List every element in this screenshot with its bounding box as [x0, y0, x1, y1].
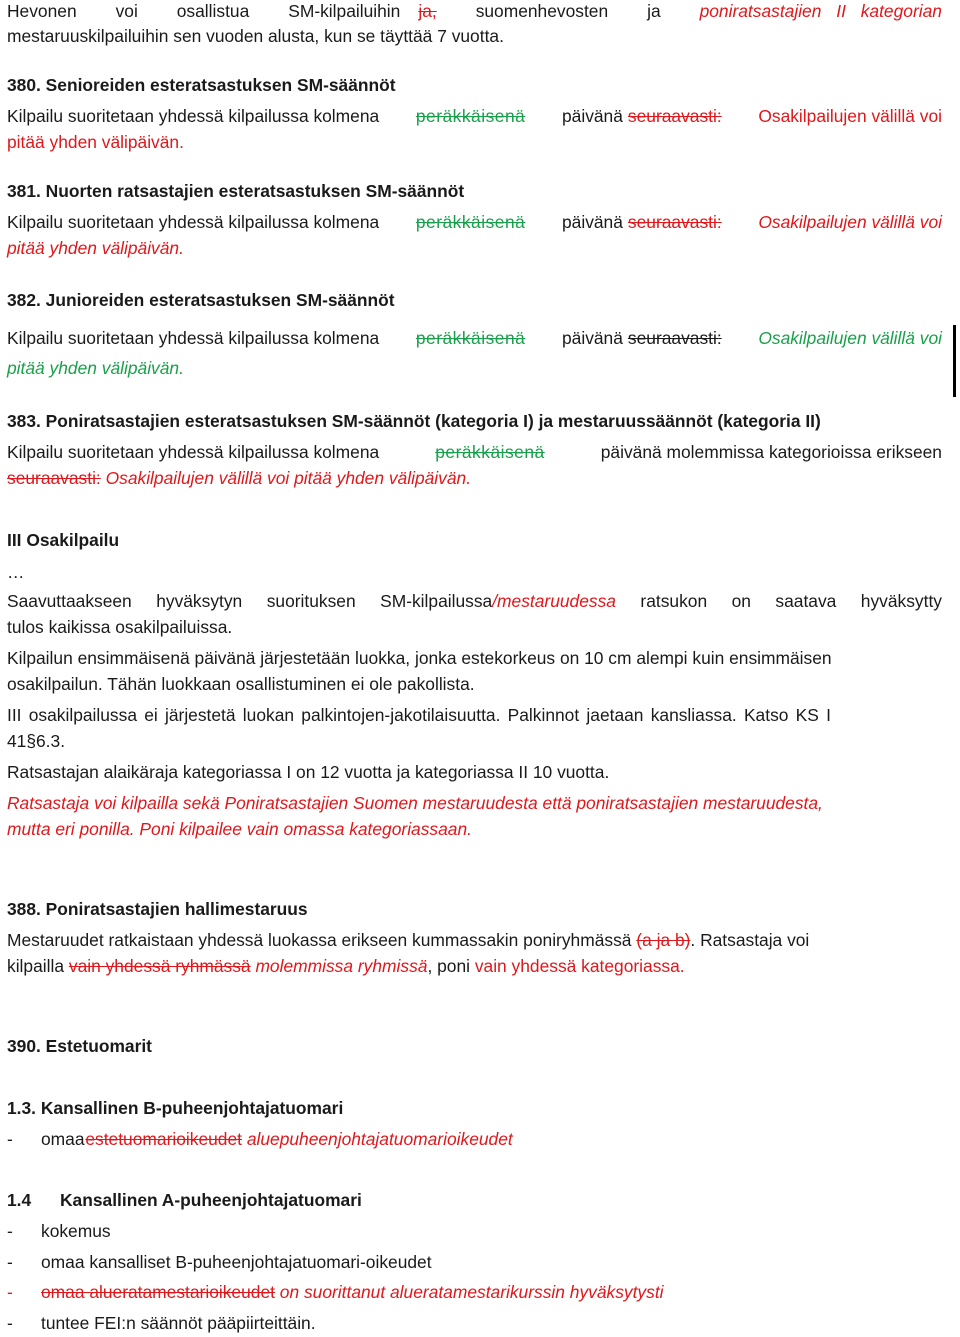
section-383-line-2 [7, 467, 471, 489]
section-1-3-heading: 1.3. Kansallinen B-puheenjohtajatuomari [7, 1098, 344, 1118]
struck-text: (a ja b) [636, 930, 691, 950]
section-381-heading: 381. Nuorten ratsastajien esteratsastuksen SM-säännöt [7, 181, 465, 201]
section-388-line-1: Mestaruudet ratkaistaan yhdessä luokassa erikseen kummassakin poniryhmässä (a ja b). Ratsastaja voi [7, 930, 810, 950]
ellipsis: … [7, 562, 25, 582]
struck-text: vain yhdessä ryhmässä [68, 956, 251, 976]
intro-line-2: mestaruuskilpailuihin sen vuoden alusta, kun se täyttää 7 vuotta. [7, 26, 504, 46]
word: ja [647, 1, 661, 21]
inserted-text: Osakilpailujen välillä voi [758, 106, 942, 126]
section-383-line-1: Kilpailu suoritetaan yhdessä kilpailussa kolmena peräkkäisenä päivänä molemmissa kategorioissa erikseen [7, 442, 942, 462]
osakilpailu-p2-line-2: osakilpailun. Tähän luokkaan osallistuminen ei ole pakollista. [7, 674, 475, 694]
osakilpailu-p2-line-1: Kilpailun ensimmäisenä päivänä järjestetään luokka, jonka estekorkeus on 10 cm alempi kuin ensimmäisen [7, 648, 832, 668]
section-383-heading: 383. Poniratsastajien esteratsastuksen SM-säännöt (kategoria I) ja mestaruussäännöt (kategoria II) [7, 411, 821, 431]
section-382-line-1: Kilpailu suoritetaan yhdessä kilpailussa kolmena peräkkäisenä päivänä seuraavasti: Osakilpailujen välillä voi [7, 328, 942, 348]
osakilpailu-p5-line-2: mutta eri ponilla. Poni kilpailee vain omassa kategoriassaan. [7, 819, 472, 839]
section-390-heading: 390. Estetuomarit [7, 1036, 152, 1056]
struck-text: seuraavasti: [627, 212, 722, 232]
list-item: - omaa estetuomarioikeudet aluepuheenjohtajatuomarioikeudet [7, 1129, 513, 1149]
list-item: - kokemus [7, 1221, 111, 1241]
inserted-text: aluepuheenjohtajatuomarioikeudet [246, 1129, 513, 1149]
section-381-line-2: pitää yhden välipäivän. [7, 238, 184, 258]
struck-text: peräkkäisenä [415, 328, 526, 348]
struck-text: peräkkäisenä [415, 212, 526, 232]
word-group: SM-kilpailuihin ja, [288, 1, 437, 21]
section-382-heading: 382. Junioreiden esteratsastuksen SM-säännöt [7, 290, 395, 310]
inserted-text: Osakilpailujen välillä voi pitää yhden välipäivän. [105, 468, 472, 488]
list-item: - tuntee FEI:n säännöt pääpiirteittäin. [7, 1313, 316, 1333]
word: osallistua [176, 1, 250, 21]
section-1-4-heading: 1.4 Kansallinen A-puheenjohtajatuomari [7, 1190, 362, 1210]
section-380-heading: 380. Senioreiden esteratsastuksen SM-säännöt [7, 75, 396, 95]
inserted-text: vain yhdessä kategoriassa. [474, 956, 685, 976]
list-item: - omaa alueratamestarioikeudet on suorittanut alueratamestarikurssin hyväksytysti [7, 1282, 664, 1302]
intro-line-1 [7, 0, 942, 22]
osakilpailu-p1-line-2: tulos kaikissa osakilpailuissa. [7, 617, 233, 637]
osakilpailu-p3-line-1: III osakilpailussa ei järjestetä luokan palkintojen-jakotilaisuutta. Palkinnot jaetaan kansliassa. Katso KS I [7, 705, 831, 725]
list-item: - omaa kansalliset B-puheenjohtajatuomari-oikeudet [7, 1252, 432, 1272]
word: Hevonen [7, 1, 77, 21]
section-388-line-2: kilpailla vain yhdessä ryhmässä molemmissa ryhmissä, poni vain yhdessä kategoriassa. [7, 956, 685, 976]
struck-text: ja, [418, 1, 437, 21]
word: voi [115, 1, 138, 21]
osakilpailu-p1-line-1: Saavuttaakseen hyväksytyn suorituksen SM-kilpailussa/mestaruudessa ratsukon on saatava hyväksytty [7, 591, 942, 611]
struck-text: estetuomarioikeudet [85, 1129, 242, 1149]
revision-bar [953, 325, 956, 397]
section-380-line-2: pitää yhden välipäivän. [7, 132, 184, 152]
struck-text: peräkkäisenä [415, 106, 526, 126]
osakilpailu-p3-line-2: 41§6.3. [7, 731, 66, 751]
struck-text: omaa alueratamestarioikeudet [41, 1282, 275, 1302]
section-388-heading: 388. Poniratsastajien hallimestaruus [7, 899, 308, 919]
inserted-text: Osakilpailujen välillä voi [758, 212, 942, 232]
struck-text: seuraavasti: [627, 106, 722, 126]
struck-text: seuraavasti: [7, 468, 101, 488]
struck-text: peräkkäisenä [435, 442, 545, 462]
section-382-line-2: pitää yhden välipäivän. [7, 358, 184, 378]
section-osakilpailu-heading: III Osakilpailu [7, 530, 120, 550]
inserted-text: molemmissa ryhmissä [255, 956, 428, 976]
inserted-text: on suorittanut alueratamestarikurssin hyväksytysti [279, 1282, 664, 1302]
inserted-text: /mestaruudessa [492, 591, 616, 611]
inserted-text: poniratsastajien II kategorian [699, 1, 942, 21]
section-381-line-1: Kilpailu suoritetaan yhdessä kilpailussa kolmena peräkkäisenä päivänä seuraavasti: Osakilpailujen välillä voi [7, 212, 942, 232]
struck-text: seuraavasti: [627, 328, 722, 348]
osakilpailu-p5-line-1: Ratsastaja voi kilpailla sekä Poniratsastajien Suomen mestaruudesta että poniratsastajien mestaruudesta, [7, 793, 823, 813]
word: suomenhevosten [475, 1, 609, 21]
inserted-text: Osakilpailujen välillä voi [758, 328, 942, 348]
section-380-line-1: Kilpailu suoritetaan yhdessä kilpailussa kolmena peräkkäisenä päivänä seuraavasti: Osakilpailujen välillä voi [7, 106, 942, 126]
osakilpailu-p4: Ratsastajan alaikäraja kategoriassa I on 12 vuotta ja kategoriassa II 10 vuotta. [7, 762, 610, 782]
